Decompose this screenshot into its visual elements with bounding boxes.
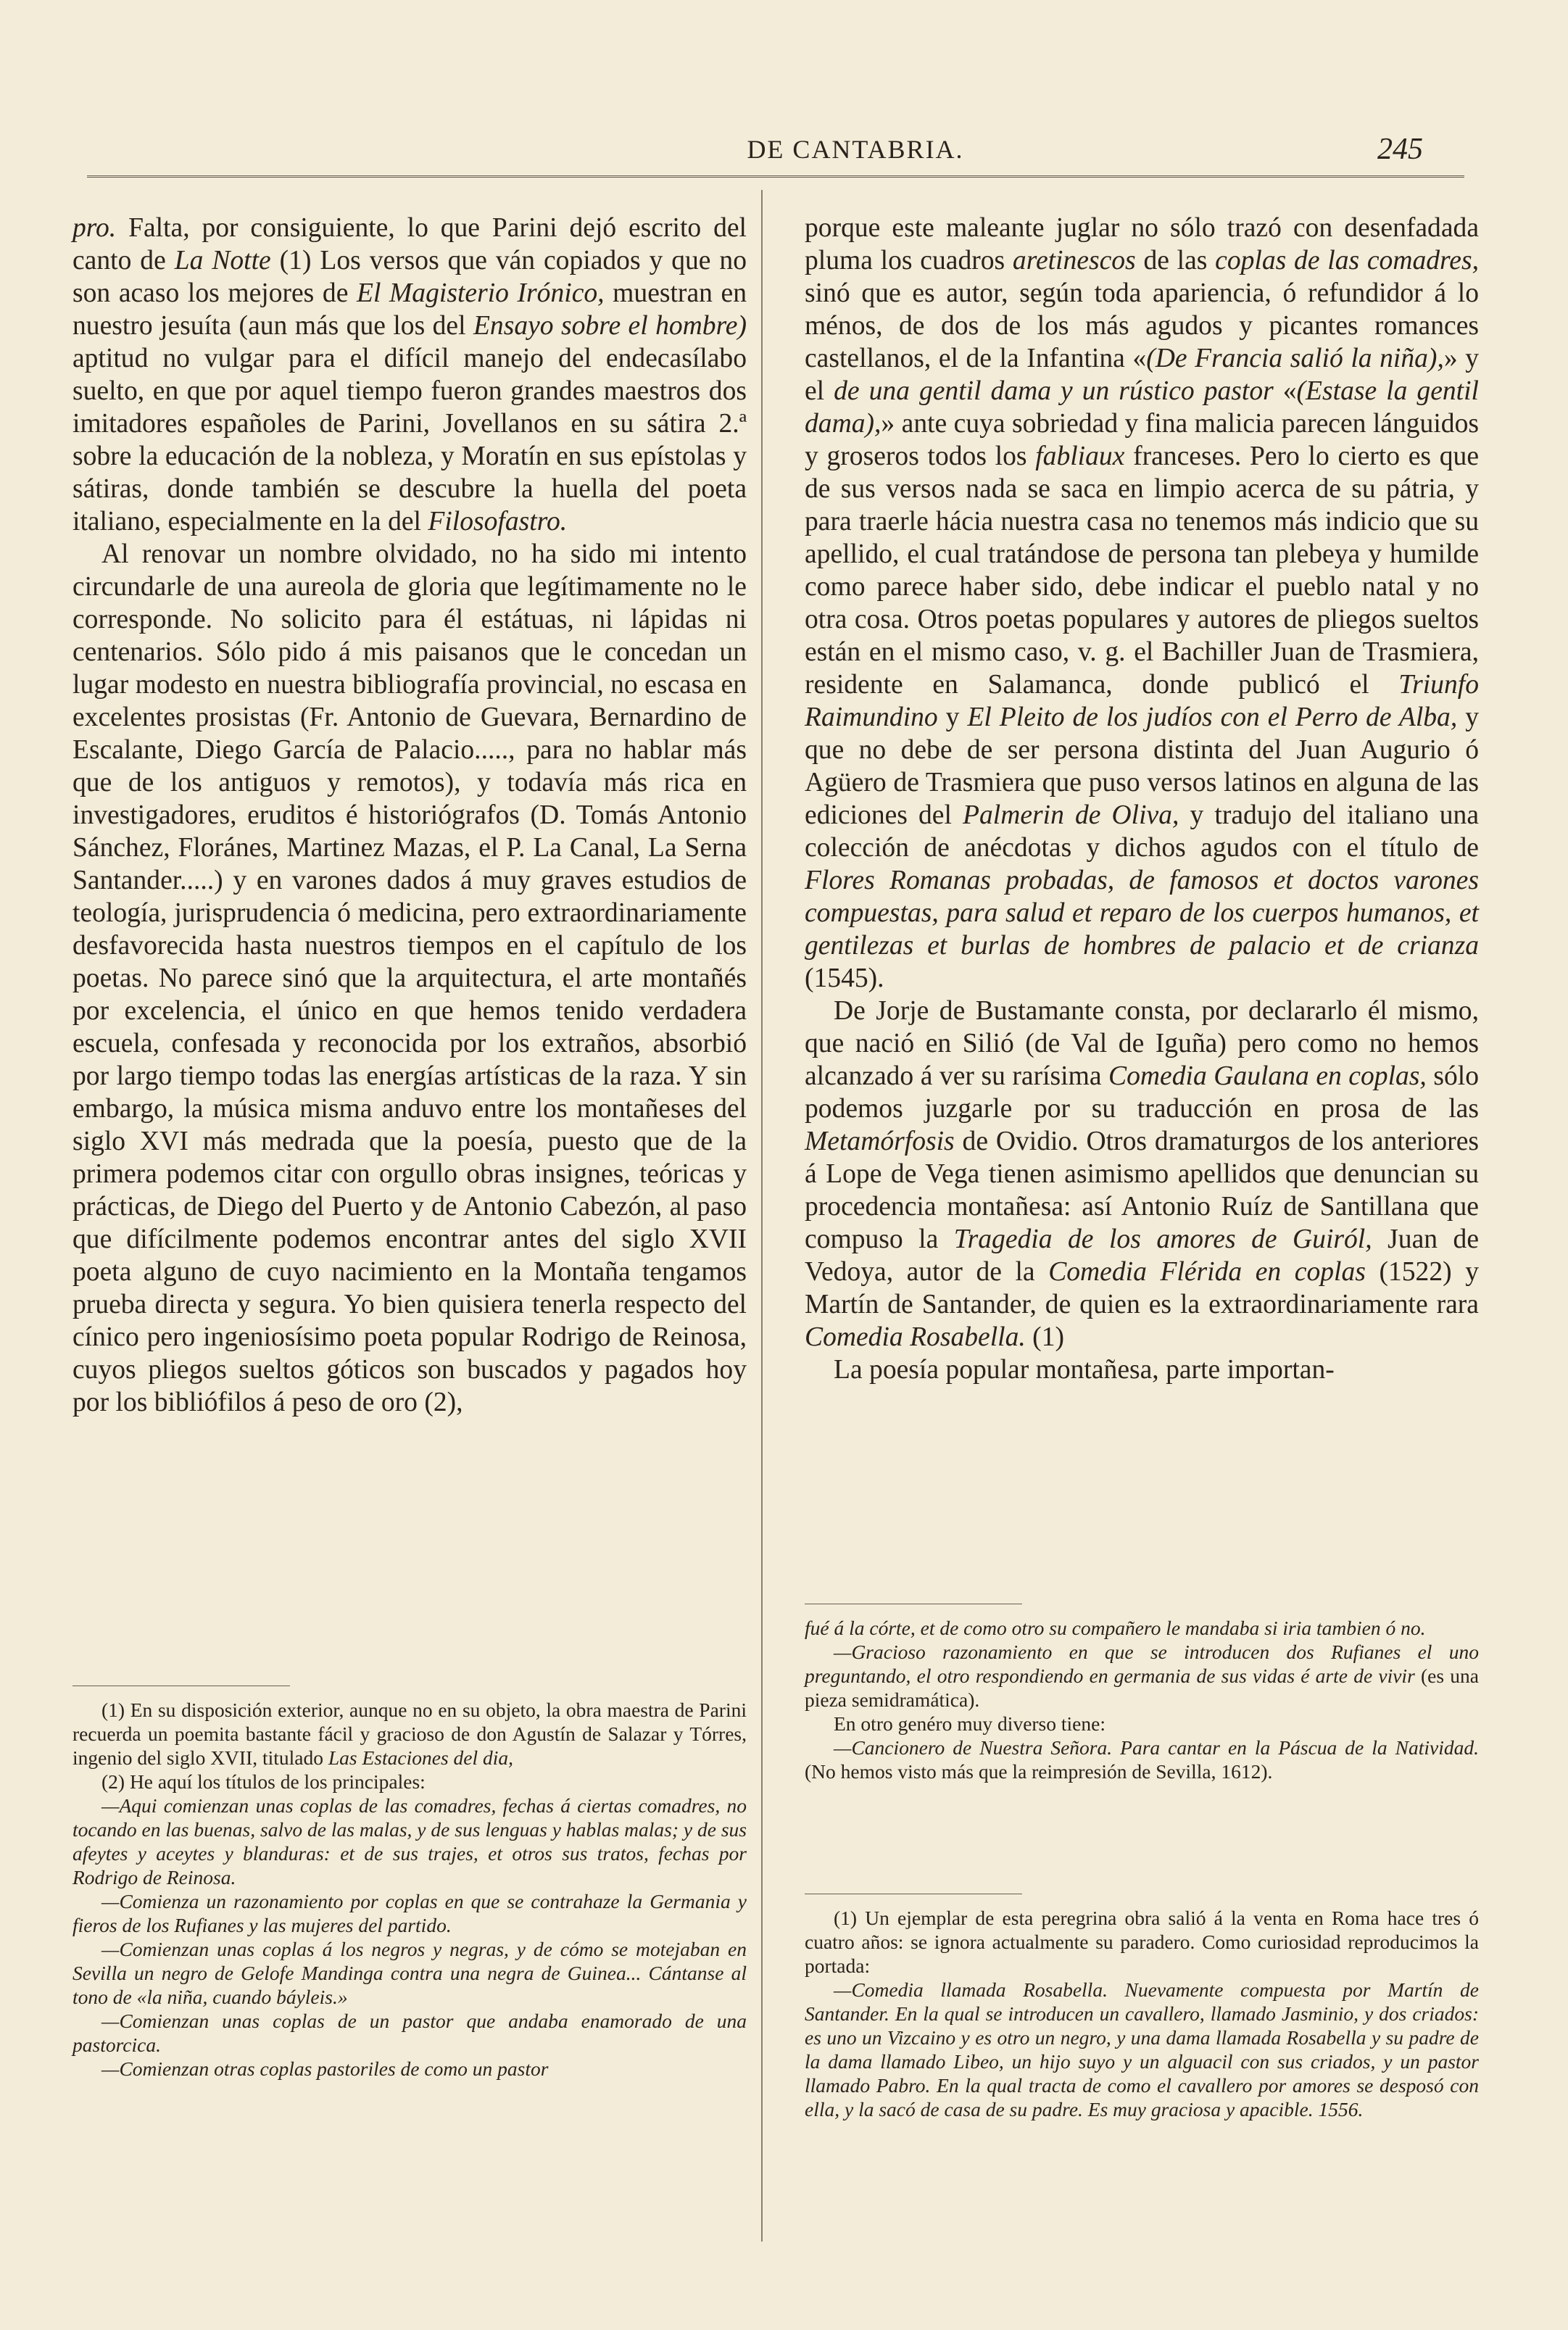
text-fragment: (1) xyxy=(1025,1322,1064,1352)
text-fragment: —Comienzan otras coplas pastoriles de como un pastor xyxy=(101,2057,549,2080)
text-fragment: aretinescos xyxy=(1012,246,1136,275)
left-column xyxy=(72,212,747,1419)
text-fragment: Falta, por consiguiente, lo que Parini dejó escrito del canto de xyxy=(72,213,747,275)
title-florida: Comedia Flérida en coplas xyxy=(1048,1257,1366,1287)
title-ensayo: Ensayo sobre el hombre) xyxy=(473,311,747,341)
footnote-1-item xyxy=(805,1978,1479,2121)
text-fragment: —Aqui comienzan unas coplas de las comadres, fechas á ciertas comadres, no tocando en las buenas, salvo de las malas, y de sus lenguas y hablas malas; y de sus afeytes y aceytes y blanduras: et de sus trajes, et otros sus tratos, fechas por Rodrigo de Reinosa. xyxy=(72,1794,747,1889)
right-paragraph-3: La poesía popular montañesa, parte importan- xyxy=(834,1355,1335,1385)
left-paragraph-2: Al renovar un nombre olvidado, no ha sido mi intento circundarle de una aureola de gloria que legítimamente no le corresponde. No solicito para él estátuas, ni lápidas ni centenarios. Sólo pido á mis paisanos que le concedan un lugar modesto en nuestra bibliografía provincial, no escasa en excelentes prosistas (Fr. Antonio de Guevara, Bernardino de Escalante, Diego García de Palacio....., para no hablar más que de los antiguos y remotos), y todavía más rica en investigadores, eruditos é historiógrafos (D. Tomás Antonio Sánchez, Floránes, Martinez Mazas, el P. La Canal, La Serna Santander.....) y en varones dados á muy graves estudios de teología, jurisprudencia ó medicina, pero extraordinariamente desfavorecida hasta nuestros tiempos en el capítulo de los poetas. No parece sinó que la arquitectura, el arte montañés por excelencia, el único en que hemos tenido verdadera escuela, confesada y reconocida por los extraños, absorbió por largo tiempo todas las energías artísticas de la raza. Y sin embargo, la música misma anduvo entre los montañeses del siglo XVI más medrada que la poesía, puesto que de la primera podemos citar con orgullo obras insignes, teóricas y prácticas, de Diego del Puerto y de Antonio Cabezón, al paso que difícilmente podemos encontrar antes del siglo XVII poeta alguno de cuyo nacimiento en la Montaña tengamos prueba directa y segura. Yo bien quisiera tenerla respecto del cínico pero ingeniosísimo poeta popular Rodrigo de Reinosa, cuyos pliegos sueltos góticos son buscados y pagados hoy por los bibliófilos á peso de oro (2), xyxy=(72,539,747,1417)
text-fragment: —Comienzan unas coplas de un pastor que andaba enamorado de una pastorcica. xyxy=(72,2010,747,2056)
text-fragment: (1) Los versos que ván copiados y que no son acaso los mejores de xyxy=(72,246,747,308)
right-footnotes xyxy=(805,1894,1479,2121)
text-fragment: —Comienza un razonamiento por coplas en que se contrahaze la Germania y fieros de los Rufianes y las mujeres del partido. xyxy=(72,1890,747,1936)
footnote-2-item xyxy=(72,1937,747,2009)
footnote-2-item xyxy=(72,1794,747,1889)
column-divider xyxy=(761,190,763,2242)
text-fragment: de Ovidio. Otros dramaturgos de los anteriores á Lope de Vega tienen asimismo apellidos que denuncian su procedencia montañesa: así Antonio Ruíz de Santillana que compuso la xyxy=(805,1127,1479,1254)
text-fragment: y tradujo del italiano una colección de anécdotas y dichos agudos con el título de xyxy=(805,800,1479,863)
text-fragment: (1) En su disposición exterior, aunque no en su objeto, la obra maestra de Parini recuerda un poemita bastante fácil y gracioso de don Agustín de Salazar y Tórres, ingenio del siglo XVII, titulado xyxy=(72,1699,747,1769)
text-fragment: —Gracioso razonamiento en que se introducen dos Rufianes el uno preguntando, el otro respondiendo en germania de sus vidas é arte de vivir xyxy=(805,1641,1479,1687)
title-la-notte: La Notte xyxy=(174,246,271,275)
footnote-1: (1) Un ejemplar de esta peregrina obra salió á la venta en Roma hace tres ó cuatro años: se ignora actualmente su paradero. Como curiosidad reproducimos la portada: xyxy=(805,1907,1479,1977)
left-paragraph-1 xyxy=(72,212,747,538)
title-triunfo: Triunfo Raimundino xyxy=(805,670,1479,732)
footnote-2-item xyxy=(72,2057,747,2081)
text-fragment: » ante cuya sobriedad y fina malicia parecen lánguidos y groseros todos los xyxy=(805,409,1479,471)
footnote-2-item xyxy=(805,1736,1479,1783)
right-paragraph-2 xyxy=(805,995,1479,1353)
text-fragment: De Jorje de Bustamante consta, por declararlo él mismo, que nació en Silió (de Val de Iguña) pero como no hemos alcanzado á ver su rarísima xyxy=(805,996,1479,1091)
title-rosabella: Comedia Rosabella. xyxy=(805,1322,1026,1352)
right-footnotes-continued xyxy=(805,1604,1479,1783)
text-fragment: y xyxy=(937,702,968,732)
text-fragment: franceses. Pero lo cierto es que de sus versos nada se saca en limpio acerca de su pátria, y para traerle hácia nuestra casa no tenemos más indicio que su apellido, el cual tratándose de persona tan plebeya y humilde como parece haber sido, debe indicar el pueblo natal y no otra cosa. Otros poetas populares y autores de pliegos sueltos están en el mismo caso, v. g. el Bachiller Juan de Trasmiera, residente en Salamanca, donde publicó el xyxy=(805,441,1479,700)
text-fragment: y que no debe de ser persona distinta del Juan Augurio ó Agüero de Trasmiera que puso versos latinos en alguna de las ediciones del xyxy=(805,702,1480,830)
title-palmerin: Palmerin de Oliva, xyxy=(963,800,1179,830)
title-de-francia: (De Francia salió la niña), xyxy=(1146,344,1444,373)
text-fragment: (1522) y Martín de Santander, de quien es la extraordinariamente rara xyxy=(805,1257,1480,1319)
title-metamorfosis: Metamórfosis xyxy=(805,1127,955,1156)
text-fragment: aptitud no vulgar para el difícil manejo del endecasílabo suelto, en que por aquel tiempo fueron grandes maestros dos imitadores españoles de Parini, Jovellanos en su sátira 2.ª sobre la educación de la nobleza, y Moratín en sus epístolas y sátiras, donde también se descubre la huella del poeta italiano, especialmente en la del xyxy=(72,344,747,536)
text-fragment: sólo podemos juzgarle por su traducción en prosa de las xyxy=(805,1061,1479,1124)
header-rule xyxy=(87,175,1464,178)
title-fabliaux: fabliaux xyxy=(1035,441,1125,471)
text-fragment: (es una pieza semidramática). xyxy=(805,1664,1479,1711)
right-column xyxy=(805,212,1479,1386)
title-filosofastro: Filosofastro. xyxy=(428,507,568,536)
title-estase: (Estase la gentil dama), xyxy=(805,376,1479,439)
title-tragedia-guirol: Tragedia de los amores de Guiról, xyxy=(953,1224,1372,1254)
page-number: 245 xyxy=(1377,133,1423,166)
text-fragment: —Comedia llamada Rosabella. Nuevamente compuesta por Martín de Santander. En la qual se introducen un cavallero, llamado Jasminio, y dos criados: es uno un Vizcaino y es otro un negro, y una dama llamada Rosabella y su padre de la dama llamado Libeo, un hijo suyo y un alguacil con sus criados, y un pastor llamado Pabro. En la qual tracta de como el cavallero por amores se desposó con ella, y la sacó de casa de su padre. Es muy graciosa y apacible. 1556. xyxy=(805,1978,1479,2120)
text-fragment: muestran en nuestro jesuíta (aun más que los del xyxy=(72,278,747,341)
text-fragment: (No hemos visto más que la reimpresión de Sevilla, 1612). xyxy=(805,1760,1273,1783)
footnote-2: (2) He aquí los títulos de los principales: xyxy=(101,1770,426,1793)
title-flores-romanas: Flores Romanas probadas, de famosos et doctos varones compuestas, para salud et reparo de los cuerpos humanos, et gentilezas et burlas de hombres de palacio et de crianza xyxy=(805,866,1479,961)
text-fragment: de las xyxy=(1135,246,1216,275)
footnote-2-item xyxy=(72,1889,747,1937)
footnote-2-item xyxy=(805,1640,1479,1712)
title-pleito: El Pleito de los judíos con el Perro de Alba, xyxy=(967,702,1458,732)
text-fragment: —Comienzan unas coplas á los negros y negras, y de cómo se motejaban en Sevilla un negro de Gelofe Mandinga contra una negra de Guinea... Cántanse al tono de «la niña, cuando báyleis.» xyxy=(72,1938,747,2008)
footnote-continuation xyxy=(805,1616,1479,1640)
title-gaulana: Comedia Gaulana en coplas, xyxy=(1108,1061,1427,1091)
footnote-1 xyxy=(72,1698,747,1770)
text-fragment: » y el xyxy=(805,344,1479,406)
left-footnotes xyxy=(72,1686,747,2081)
text-fragment: fué á la córte, et de como otro su compañero le mandaba si iria tambien ó no. xyxy=(805,1617,1426,1639)
title-gentil-dama: de una gentil dama y un rústico pastor xyxy=(834,376,1274,406)
footnote-2-item xyxy=(72,2009,747,2057)
text-fragment: (1545). xyxy=(805,963,884,993)
text-fragment: pro. xyxy=(72,213,117,243)
text-fragment: —Cancionero de Nuestra Señora. Para cantar en la Páscua de la Natividad. xyxy=(834,1736,1479,1759)
right-paragraph-1 xyxy=(805,212,1479,995)
text-fragment: Juan de Vedoya, autor de la xyxy=(805,1224,1479,1287)
text-fragment: Las Estaciones del dia, xyxy=(328,1746,514,1769)
text-fragment: porque este maleante juglar no sólo trazó con desenfadada pluma los cuadros xyxy=(805,213,1479,275)
title-coplas-comadres: coplas de las comadres, xyxy=(1215,246,1479,275)
text-fragment: sinó que es autor, según toda apariencia, ó refundidor á lo ménos, de dos de los más agudos y picantes romances castellanos, el de la Infantina « xyxy=(805,278,1479,373)
title-magisterio: El Magisterio Irónico, xyxy=(357,278,605,308)
footnote-2-item: En otro genéro muy diverso tiene: xyxy=(834,1712,1106,1735)
running-head: DE CANTABRIA. xyxy=(747,135,964,164)
text-fragment: « xyxy=(1273,376,1297,406)
